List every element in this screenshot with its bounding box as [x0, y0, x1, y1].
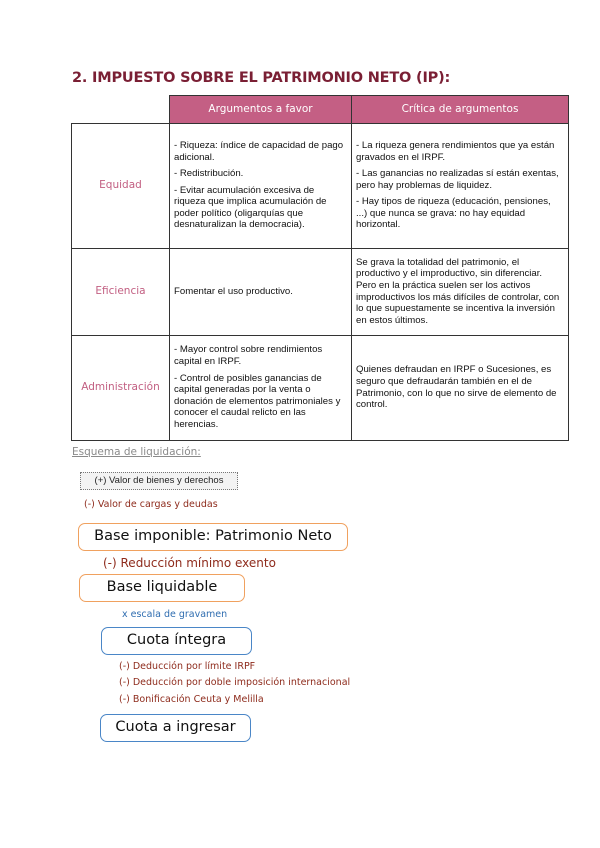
table-header-row: [72, 96, 569, 124]
esquema-title: Esquema de liquidación:: [72, 446, 201, 458]
critica-cell: [352, 249, 569, 336]
category-administracion: Administración: [72, 336, 170, 441]
reduccion-label: (-) Reducción mínimo exento: [103, 556, 276, 570]
critica-text: - La riqueza genera rendimientos que ya están gravados en el IRPF.: [356, 139, 555, 163]
deduccion-doble-label: (-) Deducción por doble imposición internacional: [119, 677, 351, 688]
critica-text: Se grava la totalidad del patrimonio, el productivo y el improductivo, sin diferenciar. Pero en la práctica suelen ser los activos improductivos los más difíciles de controlar, con lo que supuestamente se incentiva la inversión en estos últimos.: [356, 256, 560, 326]
favor-cell: [170, 249, 352, 336]
table-row: [72, 124, 569, 249]
header-favor: Argumentos a favor: [170, 96, 352, 124]
favor-text: - Riqueza: índice de capacidad de pago adicional.: [174, 139, 344, 163]
category-eficiencia: Eficiencia: [72, 249, 170, 336]
base-liquidable-box: Base liquidable: [79, 574, 245, 602]
table-row: [72, 249, 569, 336]
favor-text: Fomentar el uso productivo.: [174, 285, 293, 297]
base-imponible-box: Base imponible: Patrimonio Neto: [78, 523, 348, 551]
table-row: [72, 336, 569, 441]
escala-label: x escala de gravamen: [122, 609, 228, 620]
valor-bienes-label: (+) Valor de bienes y derechos: [80, 472, 238, 490]
cuota-integra-box: Cuota íntegra: [101, 627, 252, 655]
header-critica: Crítica de argumentos: [352, 96, 569, 124]
deduccion-irpf-label: (-) Deducción por límite IRPF: [119, 661, 256, 672]
critica-text: - Hay tipos de riqueza (educación, pensiones, ...) que nunca se grava: no hay equidad horizontal.: [356, 196, 551, 231]
favor-text: - Mayor control sobre rendimientos capital en IRPF.: [174, 344, 323, 368]
favor-text: - Evitar acumulación excesiva de riqueza que implica acumulación de poder político (oligarquías que desnaturalizan la democracia).: [174, 184, 327, 231]
favor-text: - Redistribución.: [174, 168, 244, 180]
favor-text: - Control de posibles ganancias de capital generadas por la venta o donación de elementos patrimoniales y conocer el caudal relicto en las herencias.: [174, 372, 341, 430]
favor-cell: [170, 336, 352, 441]
critica-text: - Las ganancias no realizadas sí están exentas, pero hay problemas de liquidez.: [356, 168, 559, 191]
bonificacion-label: (-) Bonificación Ceuta y Melilla: [119, 694, 264, 705]
header-blank-cell: [72, 96, 170, 124]
critica-text: Quienes defraudan en IRPF o Sucesiones, es seguro que defraudarán también en el de Patrimonio, con lo que no sirve de elemento de control.: [356, 364, 557, 411]
arguments-table: [71, 95, 569, 441]
valor-cargas-label: (-) Valor de cargas y deudas: [84, 499, 218, 510]
critica-cell: [352, 124, 569, 249]
critica-cell: [352, 336, 569, 441]
category-equidad: Equidad: [72, 124, 170, 249]
section-title: 2. IMPUESTO SOBRE EL PATRIMONIO NETO (IP):: [72, 70, 451, 86]
cuota-ingresar-box: Cuota a ingresar: [100, 714, 251, 742]
favor-cell: [170, 124, 352, 249]
